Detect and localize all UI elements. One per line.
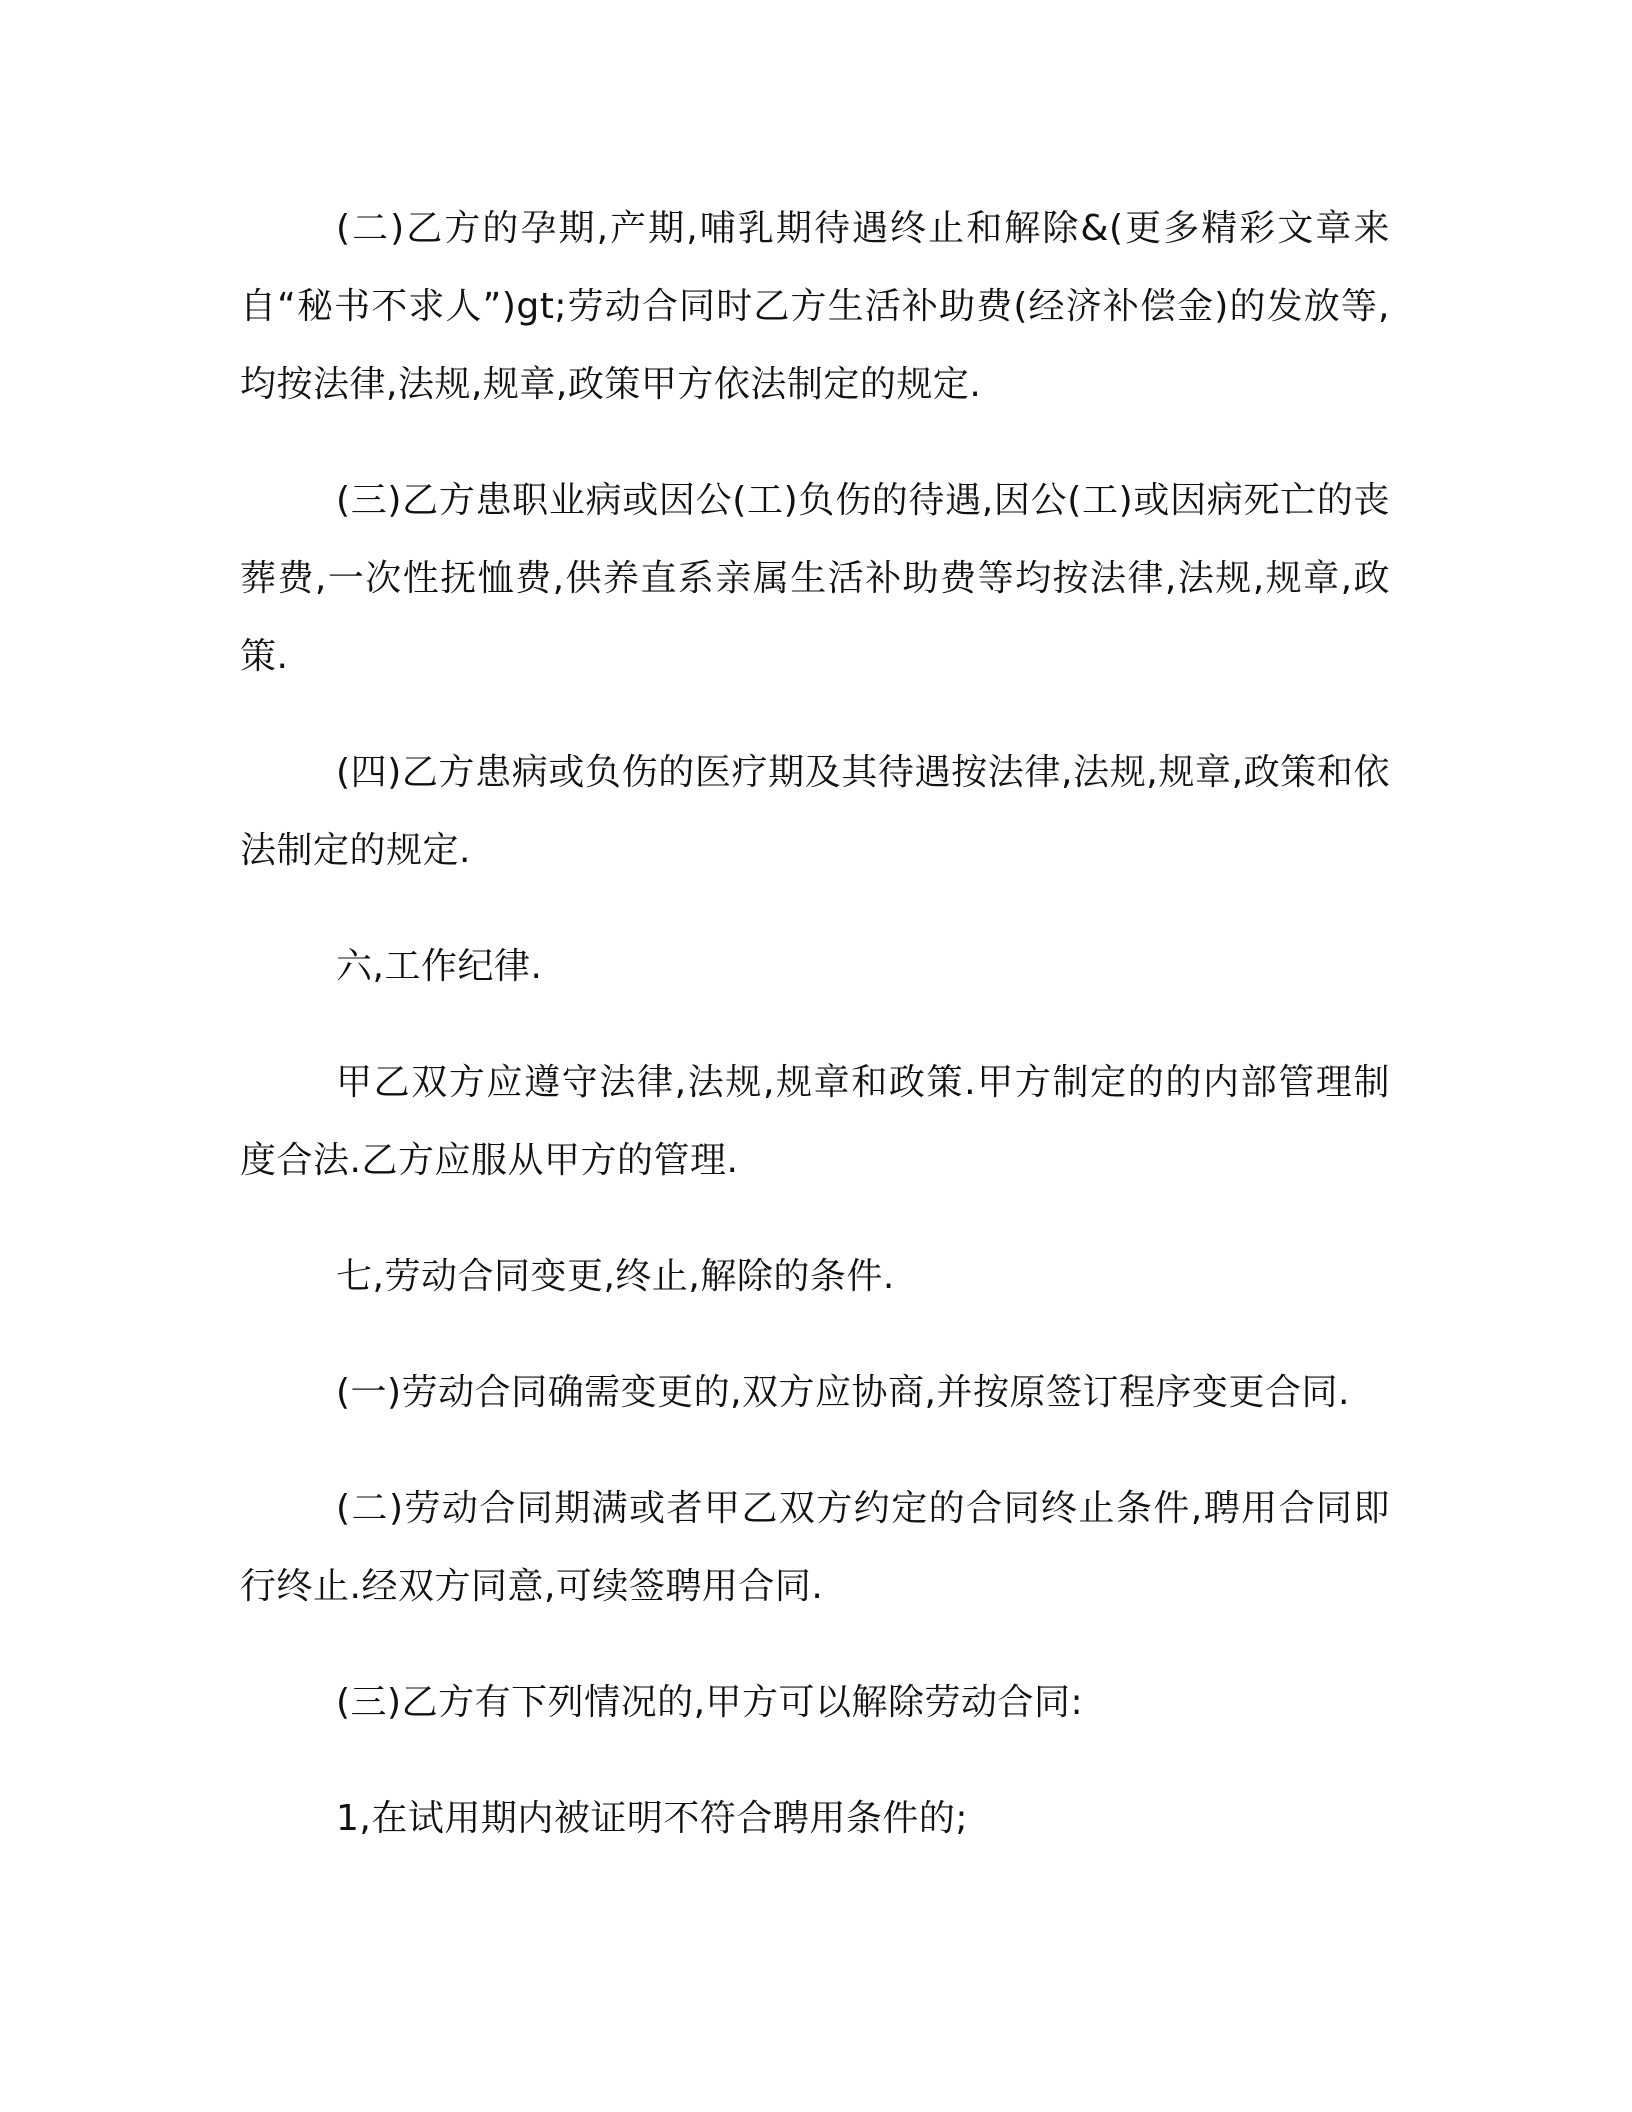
paragraph-occupational-injury: (三)乙方患职业病或因公(工)负伤的待遇,因公(工)或因病死亡的丧葬费,一次性抚恤费,供养直系亲属生活补助费等均按法律,法规,规章,政策. [240, 480, 1390, 677]
section-heading-contract-changes: 七,劳动合同变更,终止,解除的条件. [336, 1256, 895, 1297]
paragraph-medical-period: (四)乙方患病或负伤的医疗期及其待遇按法律,法规,规章,政策和依法制定的规定. [240, 752, 1390, 871]
paragraph-contract-modification: (一)劳动合同确需变更的,双方应协商,并按原签订程序变更合同. [336, 1372, 1350, 1413]
paragraph-benefits-termination: (二)乙方的孕期,产期,哺乳期待遇终止和解除&(更多精彩文章来自“秘书不求人”)gt;劳动合同时乙方生活补助费(经济补偿金)的发放等,均按法律,法规,规章,政策甲方依法制定的规定. [240, 208, 1390, 405]
document-page [240, 190, 1390, 1896]
list-item-probation: 1,在试用期内被证明不符合聘用条件的; [336, 1798, 968, 1839]
section-heading-work-discipline: 六,工作纪律. [336, 946, 543, 987]
paragraph-contract-expiry: (二)劳动合同期满或者甲乙双方约定的合同终止条件,聘用合同即行终止.经双方同意,可续签聘用合同. [240, 1488, 1390, 1607]
paragraph-termination-conditions: (三)乙方有下列情况的,甲方可以解除劳动合同: [336, 1682, 1084, 1723]
paragraph-discipline-rules: 甲乙双方应遵守法律,法规,规章和政策.甲方制定的的内部管理制度合法.乙方应服从甲方的管理. [240, 1062, 1390, 1181]
